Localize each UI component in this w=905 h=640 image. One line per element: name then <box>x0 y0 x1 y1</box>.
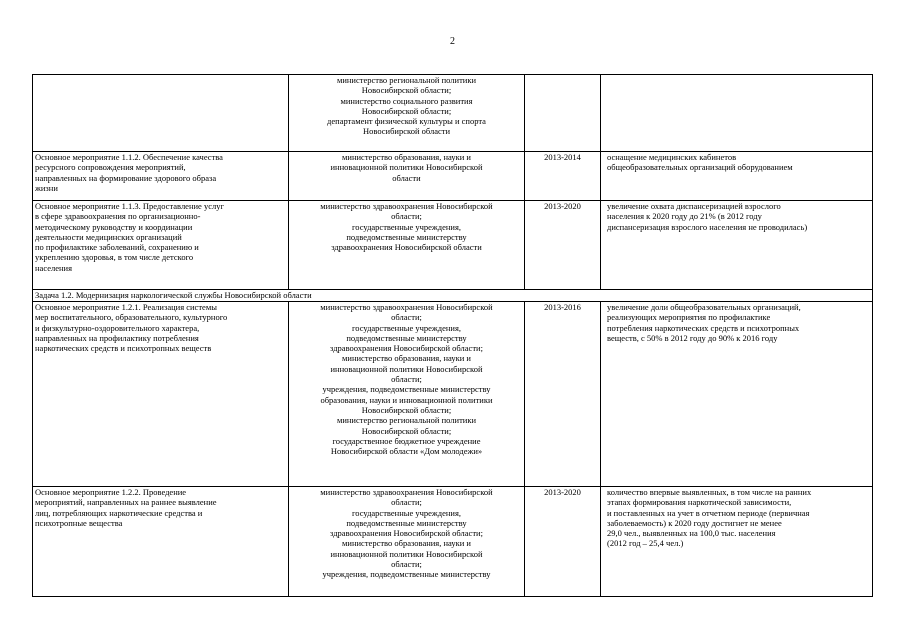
table-row <box>33 152 873 201</box>
executors-cell-line: области; <box>391 374 422 385</box>
measures-table-body <box>33 75 873 597</box>
period-cell: 2013-2014 <box>525 152 601 201</box>
result-cell-line: потребления наркотических средств и психотропных <box>607 322 800 333</box>
measure-cell-line: Основное мероприятие 1.2.2. Проведение <box>35 487 187 497</box>
executors-cell-line: инновационной политики Новосибирской <box>330 162 483 173</box>
table-row <box>33 201 873 290</box>
executors-cell-line: здравоохранения Новосибирской области; <box>330 528 483 539</box>
executors-cell-line: области; <box>391 312 422 323</box>
executors-cell-line: области <box>392 172 421 183</box>
executors-cell-line: Новосибирской области «Дом молодежи» <box>330 446 483 457</box>
period-cell: 2013-2016 <box>525 302 601 487</box>
measure-cell-line: Основное мероприятие 1.2.1. Реализация системы <box>35 302 217 312</box>
task-row <box>33 290 873 302</box>
result-cell-line: заболеваемость) к 2020 году достигнет не менее <box>607 517 782 528</box>
measure-cell-line: укреплению здоровья, в том числе детского <box>35 252 194 263</box>
executors-cell-line: учреждения, подведомственные министерству <box>322 569 491 580</box>
executors-cell-line: министерство региональной политики <box>336 415 477 426</box>
period-cell: 2013-2020 <box>525 201 601 290</box>
page-number: 2 <box>450 36 455 47</box>
executors-cell-line: здравоохранения Новосибирской области <box>331 242 482 253</box>
executors-cell-line: инновационной политики Новосибирской <box>330 548 483 559</box>
executors-cell-line: государственное бюджетное учреждение <box>332 435 481 446</box>
executors-cell-line: подведомственные министерству <box>346 332 467 343</box>
result-cell-line: веществ, с 50% в 2012 году до 90% к 2016 году <box>607 332 778 343</box>
result-cell-line: и поставленных на учет в отчетном периоде (первичная <box>607 507 810 518</box>
executors-cell-line: подведомственные министерству <box>346 517 467 528</box>
measure-cell-line: направленных на формирование здорового образа <box>35 172 217 183</box>
executors-cell-line: учреждения, подведомственные министерству <box>322 384 491 395</box>
result-cell-line: (2012 год – 25,4 чел.) <box>607 538 684 549</box>
result-cell-line: количество впервые выявленных, в том числе на ранних <box>607 487 812 497</box>
table-row <box>33 302 873 487</box>
period-cell: 2013-2020 <box>525 487 601 597</box>
result-cell-line: оснащение медицинских кабинетов <box>607 152 737 162</box>
measure-cell-line: в сфере здравоохранения по организационно- <box>35 211 201 222</box>
executors-cell-line: министерство здравоохранения Новосибирской <box>320 302 493 312</box>
executors-cell-line: департамент физической культуры и спорта <box>327 116 486 127</box>
executors-cell <box>289 302 525 487</box>
result-cell-line: реализующих мероприятия по профилактике <box>607 312 771 323</box>
measure-cell-line: деятельности медицинских организаций <box>35 231 182 242</box>
executors-cell-line: министерство образования, науки и <box>342 538 471 549</box>
measure-cell-line: Основное мероприятие 1.1.2. Обеспечение качества <box>35 152 223 162</box>
executors-cell-line: образования, науки и инновационной политики <box>320 394 493 405</box>
executors-cell-line: Новосибирской области; <box>361 425 452 436</box>
table-row <box>33 487 873 597</box>
measure-cell-line: населения <box>35 262 72 273</box>
measure-cell-line: наркотических средств и психотропных веществ <box>35 343 212 354</box>
result-cell-line: населения к 2020 году до 21% (в 2012 году <box>607 211 762 222</box>
executors-cell-line: министерство образования, науки и <box>342 152 471 162</box>
measure-cell-line: методическому руководству и координации <box>35 221 193 232</box>
executors-cell <box>289 152 525 201</box>
measure-cell-line: жизни <box>35 182 58 193</box>
measure-cell-line: по профилактике заболеваний, сохранению и <box>35 242 199 253</box>
measures-table <box>32 74 873 597</box>
measure-cell-line: ресурсного сопровождения мероприятий, <box>35 162 186 173</box>
measure-cell-line: Основное мероприятие 1.1.3. Предоставление услуг <box>35 201 224 211</box>
measure-cell <box>33 75 289 152</box>
measure-cell-line: лиц, потребляющих наркотические средства и <box>35 507 203 518</box>
result-cell-line: увеличение охвата диспансеризацией взрослого <box>607 201 781 211</box>
result-cell-line: увеличение доли общеобразовательных организаций, <box>607 302 801 312</box>
measure-cell-line: направленных на профилактику потребления <box>35 332 199 343</box>
measure-cell-line: мер воспитательного, образовательного, культурного <box>35 312 228 323</box>
executors-cell-line: министерство образования, науки и <box>342 353 471 364</box>
task-title: Задача 1.2. Модернизация наркологической службы Новосибирской области <box>33 290 873 302</box>
executors-cell-line: области; <box>391 497 422 508</box>
executors-cell-line: министерство здравоохранения Новосибирской <box>320 201 493 211</box>
executors-cell-line: Новосибирской области; <box>361 404 452 415</box>
executors-cell-line: подведомственные министерству <box>346 231 467 242</box>
result-cell <box>601 302 873 487</box>
result-cell-line: 29,0 чел., выявленных на 100,0 тыс. населения <box>607 528 776 539</box>
period-cell <box>525 75 601 152</box>
executors-cell <box>289 487 525 597</box>
executors-cell-line: Новосибирской области <box>362 126 451 137</box>
measure-cell <box>33 152 289 201</box>
executors-cell-line: Новосибирской области; <box>361 85 452 96</box>
result-cell <box>601 201 873 290</box>
executors-cell <box>289 75 525 152</box>
executors-cell-line: здравоохранения Новосибирской области; <box>330 343 483 354</box>
executors-cell-line: министерство социального развития <box>340 95 473 106</box>
executors-cell-line: министерство здравоохранения Новосибирской <box>320 487 493 497</box>
result-cell-line: общеобразовательных организаций оборудованием <box>607 162 793 173</box>
table-row <box>33 75 873 152</box>
executors-cell-line: области; <box>391 211 422 222</box>
result-cell-line: диспансеризация взрослого населения не проводилась) <box>607 221 808 232</box>
result-cell-line: этапах формирования наркотической зависимости, <box>607 497 792 508</box>
executors-cell-line: государственные учреждения, <box>351 507 462 518</box>
measure-cell-line: психотропные вещества <box>35 517 123 528</box>
executors-cell-line: области; <box>391 559 422 570</box>
executors-cell-line: инновационной политики Новосибирской <box>330 363 483 374</box>
measure-cell-line: и физкультурно-оздоровительного характера, <box>35 322 200 333</box>
executors-cell-line: государственные учреждения, <box>351 322 462 333</box>
result-cell <box>601 152 873 201</box>
executors-cell-line: государственные учреждения, <box>351 221 462 232</box>
executors-cell <box>289 201 525 290</box>
measure-cell <box>33 302 289 487</box>
measure-cell <box>33 487 289 597</box>
result-cell <box>601 487 873 597</box>
result-cell <box>601 75 873 152</box>
measure-cell-line: мероприятий, направленных на раннее выявление <box>35 497 217 508</box>
measure-cell <box>33 201 289 290</box>
executors-cell-line: Новосибирской области; <box>361 105 452 116</box>
executors-cell-line: министерство региональной политики <box>336 75 477 85</box>
